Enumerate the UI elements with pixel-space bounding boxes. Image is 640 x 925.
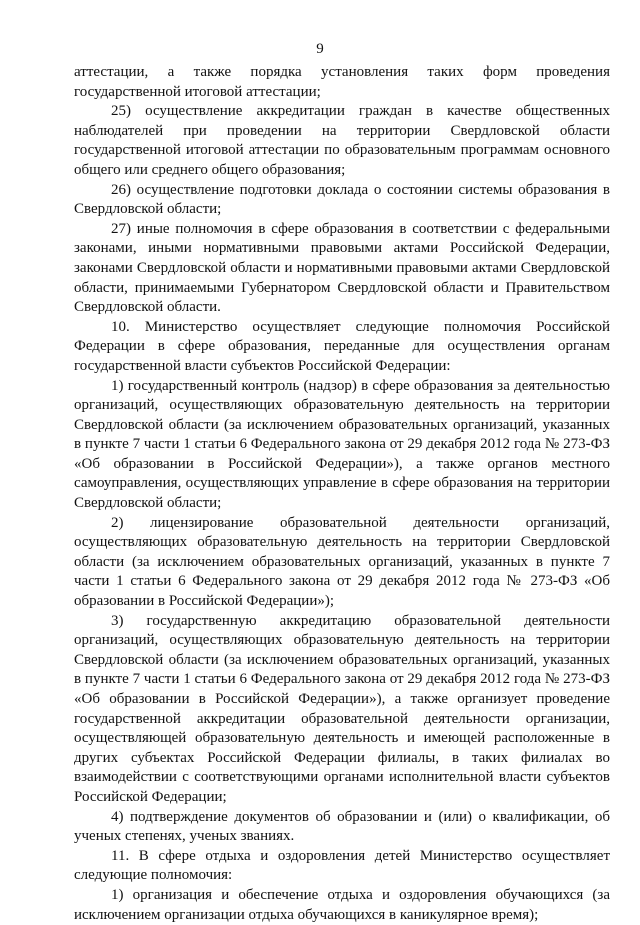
paragraph-section-11: 11. В сфере отдыха и оздоровления детей Министерство осуществляет следующие полномочия: bbox=[74, 847, 610, 884]
paragraph-item-25: 25) осуществление аккредитации граждан в качестве общественных наблюдателей при проведении на территории Свердловской области государственной итоговой аттестации по образовательным программам основного общего или среднего общего образования; bbox=[74, 103, 610, 178]
paragraph-section-10-item-1: 1) государственный контроль (надзор) в сфере образования за деятельностью организаций, осуществляющих образовательную деятельность на территории Свердловской области (за исключением образовательных организаций, указанных в пункте 7 части 1 статьи 6 Федерального закона от 29 декабря 2012 года № 273-ФЗ «Об образовании в Российской Федерации»), а также органов местного самоуправления, осуществляющих управление в сфере образования на территории Свердловской области; bbox=[74, 377, 610, 512]
document-body bbox=[74, 63, 610, 925]
paragraph-item-26: 26) осуществление подготовки доклада о состоянии системы образования в Свердловской области; bbox=[74, 181, 610, 218]
paragraph-continuation: аттестации, а также порядка установления таких форм проведения государственной итоговой аттестации; bbox=[74, 64, 610, 100]
page-number: 9 bbox=[316, 41, 324, 57]
paragraph-section-10-item-3: 3) государственную аккредитацию образовательной деятельности организаций, осуществляющих образовательную деятельность на территории Свердловской области (за исключением образовательных организаций, указанных в пункте 7 части 1 статьи 6 Федерального закона от 29 декабря 2012 года № 273-ФЗ «Об образовании в Российской Федерации»), а также организует проведение государственной аккредитации образовательной деятельности организации, осуществляющей образовательную деятельность и имеющей расположенные в других субъектах Российской Федерации филиалы, в таких филиалах во взаимодействии с соответствующими органами исполнительной власти субъектов Российской Федерации; bbox=[74, 612, 610, 805]
paragraph-section-11-item-1: 1) организация и обеспечение отдыха и оздоровления обучающихся (за исключением организации отдыха обучающихся в каникулярное время); bbox=[74, 886, 610, 923]
paragraph-section-10-item-2: 2) лицензирование образовательной деятельности организаций, осуществляющих образовательную деятельность на территории Свердловской области (за исключением образовательных организаций, указанных в пункте 7 части 1 статьи 6 Федерального закона от 29 декабря 2012 года № 273-ФЗ «Об образовании в Российской Федерации»); bbox=[74, 514, 610, 610]
paragraph-section-10-item-4: 4) подтверждение документов об образовании и (или) о квалификации, об ученых степенях, ученых званиях. bbox=[74, 808, 610, 845]
paragraph-item-27: 27) иные полномочия в сфере образования в соответствии с федеральными законами, иными нормативными правовыми актами Российской Федерации, законами Свердловской области и нормативными правовыми актами Свердловской области, принимаемыми Губернатором Свердловской области и Правительством Свердловской области. bbox=[74, 220, 610, 316]
paragraph-section-10: 10. Министерство осуществляет следующие полномочия Российской Федерации в сфере образования, переданные для осуществления органам государственной власти субъектов Российской Федерации: bbox=[74, 318, 610, 374]
